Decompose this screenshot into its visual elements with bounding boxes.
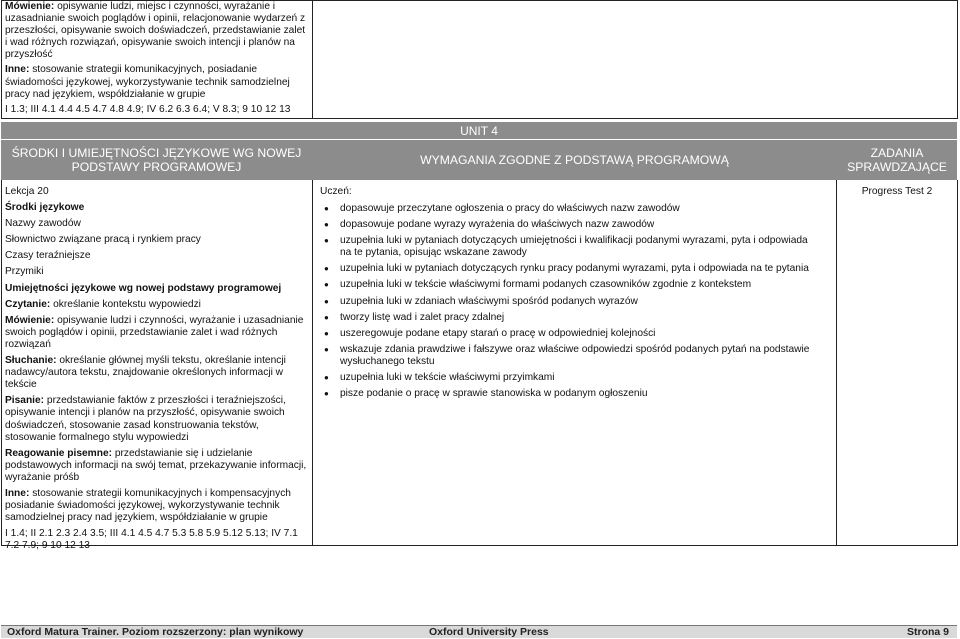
srodki-label: Środki językowe (5, 202, 85, 214)
pisanie-text: przedstawianie faktów z przeszłości i teraźniejszości, opisywanie intencji i planów na przyszłość, opisywanie swoich doświadczeń, stosowanie zasad konstruowania tekstów, stosowanie formalnego stylu wypowiedzi (5, 395, 286, 443)
list-item: ● dopasowuje przeczytane ogłoszenia o pracy do właściwych nazw zawodów (320, 203, 810, 215)
lekcja-title: Lekcja 20 (5, 186, 49, 197)
reagowanie-para (5, 448, 310, 484)
reagowanie-label: Reagowanie pisemne: (5, 447, 112, 459)
requirements-list (320, 203, 810, 404)
list-item: ● uszeregowuje podane etapy starań o pracę w odpowiedniej kolejności (320, 328, 810, 340)
uczen-label: Uczeń: (320, 186, 352, 197)
progress-test-task: Progress Test 2 (861, 186, 933, 197)
table-border-divider-top (312, 0, 313, 118)
umiejetnosci-label: Umiejętności językowe wg nowej podstawy programowej (5, 282, 282, 294)
footer-publisher: Oxford University Press (429, 626, 549, 638)
list-item: ● uzupełnia luki w pytaniach dotyczących rynku pracy podanymi wyrazami, pyta i odpowiada na te pytania (320, 263, 810, 275)
list-item: ● dopasowuje podane wyrazy wyrażenia do właściwych nazw zawodów (320, 219, 810, 231)
table-border-divider-1 (312, 180, 313, 545)
table-border-right-top (957, 0, 958, 118)
list-item: ● uzupełnia luki w tekście właściwymi formami podanych czasowników zgodnie z kontekstem (320, 279, 810, 291)
table-border-right (957, 180, 958, 545)
pisanie-para (5, 395, 310, 443)
header-srodki: ŚRODKI I UMIEJĘTNOŚCI JĘZYKOWE WG NOWEJ PODSTAWY PROGRAMOWEJ (11, 146, 302, 174)
unit-title: UNIT 4 (460, 124, 498, 138)
inne-text: stosowanie strategii komunikacyjnych i kompensacyjnych posiadanie świadomości językowej, wykorzystywanie technik samodzielnej pracy nad językiem, współdziałanie w grupie (5, 487, 291, 524)
page-footer (1, 625, 957, 638)
sluchanie-para (5, 355, 310, 391)
mowienie-label: Mówienie: (5, 314, 55, 326)
unit-header-bar (1, 122, 957, 139)
slownictwo-text: Słownictwo związane pracą i rynkiem pracy (5, 234, 201, 246)
reagowanie-text: przedstawianie się i udzielanie podstawowych informacji na swój temat, przekazywanie informacji, wyrażanie próśb (5, 447, 307, 483)
footer-title: Oxford Matura Trainer. Poziom rozszerzony: plan wynikowy (7, 626, 304, 638)
czytanie-text: określanie kontekstu wypowiedzi (53, 298, 201, 310)
srodki-column (5, 186, 310, 554)
nazwy-zawodow: Nazwy zawodów (5, 218, 81, 230)
list-item: ● uzupełnia luki w zdaniach właściwymi spośród podanych wyrazów (320, 296, 810, 308)
previous-lesson-cell (5, 1, 310, 116)
inne-para (5, 488, 310, 524)
sluchanie-label: Słuchanie: (5, 355, 57, 367)
curriculum-codes: I 1.4; II 2.1 2.3 2.4 3.5; III 4.1 4.5 4.7 5.3 5.8 5.9 5.12 5.13; IV 7.1 7.2 7.9; 9 10 12 13 (5, 528, 298, 552)
table-section-border (1, 118, 958, 119)
mowienie-text: opisywanie ludzi i czynności, wyrażanie i uzasadnianie swoich poglądów i opinii, przedstawianie zalet i wad różnych rozwiązań (5, 314, 304, 350)
mowienie-para (5, 315, 310, 351)
header-wymagania: WYMAGANIA ZGODNE Z PODSTAWĄ PROGRAMOWĄ (420, 153, 729, 167)
list-item: ● wskazuje zdania prawdziwe i fałszywe oraz właściwe odpowiedzi spośród podanych pytań na podstawie wysłuchanego tekstu (320, 344, 810, 368)
top-inne-text: stosowanie strategii komunikacyjnych, posiadanie świadomości językowej, wykorzystywanie technik samodzielnej pracy nad językiem, współdziałanie w grupie (5, 64, 290, 100)
list-item: ● pisze podanie o pracę w sprawie stanowiska w podanym ogłoszeniu (320, 388, 810, 400)
table-border-divider-2 (836, 180, 837, 545)
header-zadania: ZADANIA SPRAWDZAJĄCE (847, 146, 947, 174)
pisanie-label: Pisanie: (5, 395, 45, 407)
top-mowienie-text: opisywanie ludzi, miejsc i czynności, wyrażanie i uzasadnianie swoich poglądów i opinii, relacjonowanie wydarzeń z przeszłości, opisywanie swoich doświadczeń, przedstawianie zalet i wad różnych rozwiązań, opisywanie swoich intencji i planów na przyszłość (5, 1, 306, 61)
top-codes: I 1.3; III 4.1 4.4 4.5 4.7 4.8 4.9; IV 6.2 6.3 6.4; V 8.3; 9 10 12 13 (5, 103, 291, 115)
table-border-left-top (1, 0, 2, 118)
sluchanie-text: określanie głównej myśli tekstu, określanie intencji nadawcy/autora tekstu, znajdowanie określonych informacji w tekście (5, 355, 286, 391)
column-header-row (1, 140, 957, 180)
top-inne-label: Inne: (5, 64, 30, 76)
table-border-left (1, 180, 2, 545)
czytanie-para (5, 299, 310, 311)
przymiki-text: Przymiki (5, 266, 44, 278)
list-item: ● uzupełnia luki w tekście właściwymi przyimkami (320, 372, 810, 384)
czasy-text: Czasy teraźniejsze (5, 250, 91, 262)
czytanie-label: Czytanie: (5, 298, 51, 310)
list-item: ● tworzy listę wad i zalet pracy zdalnej (320, 312, 810, 324)
top-mowienie-label: Mówienie: (5, 1, 55, 12)
list-item: ● uzupełnia luki w pytaniach dotyczących umiejętności i kwalifikacji podanymi wyrazami, pyta i odpowiada na te pytania, opisując wskazane zawody (320, 235, 810, 259)
inne-label: Inne: (5, 487, 30, 499)
footer-page-number: Strona 9 (906, 626, 949, 638)
